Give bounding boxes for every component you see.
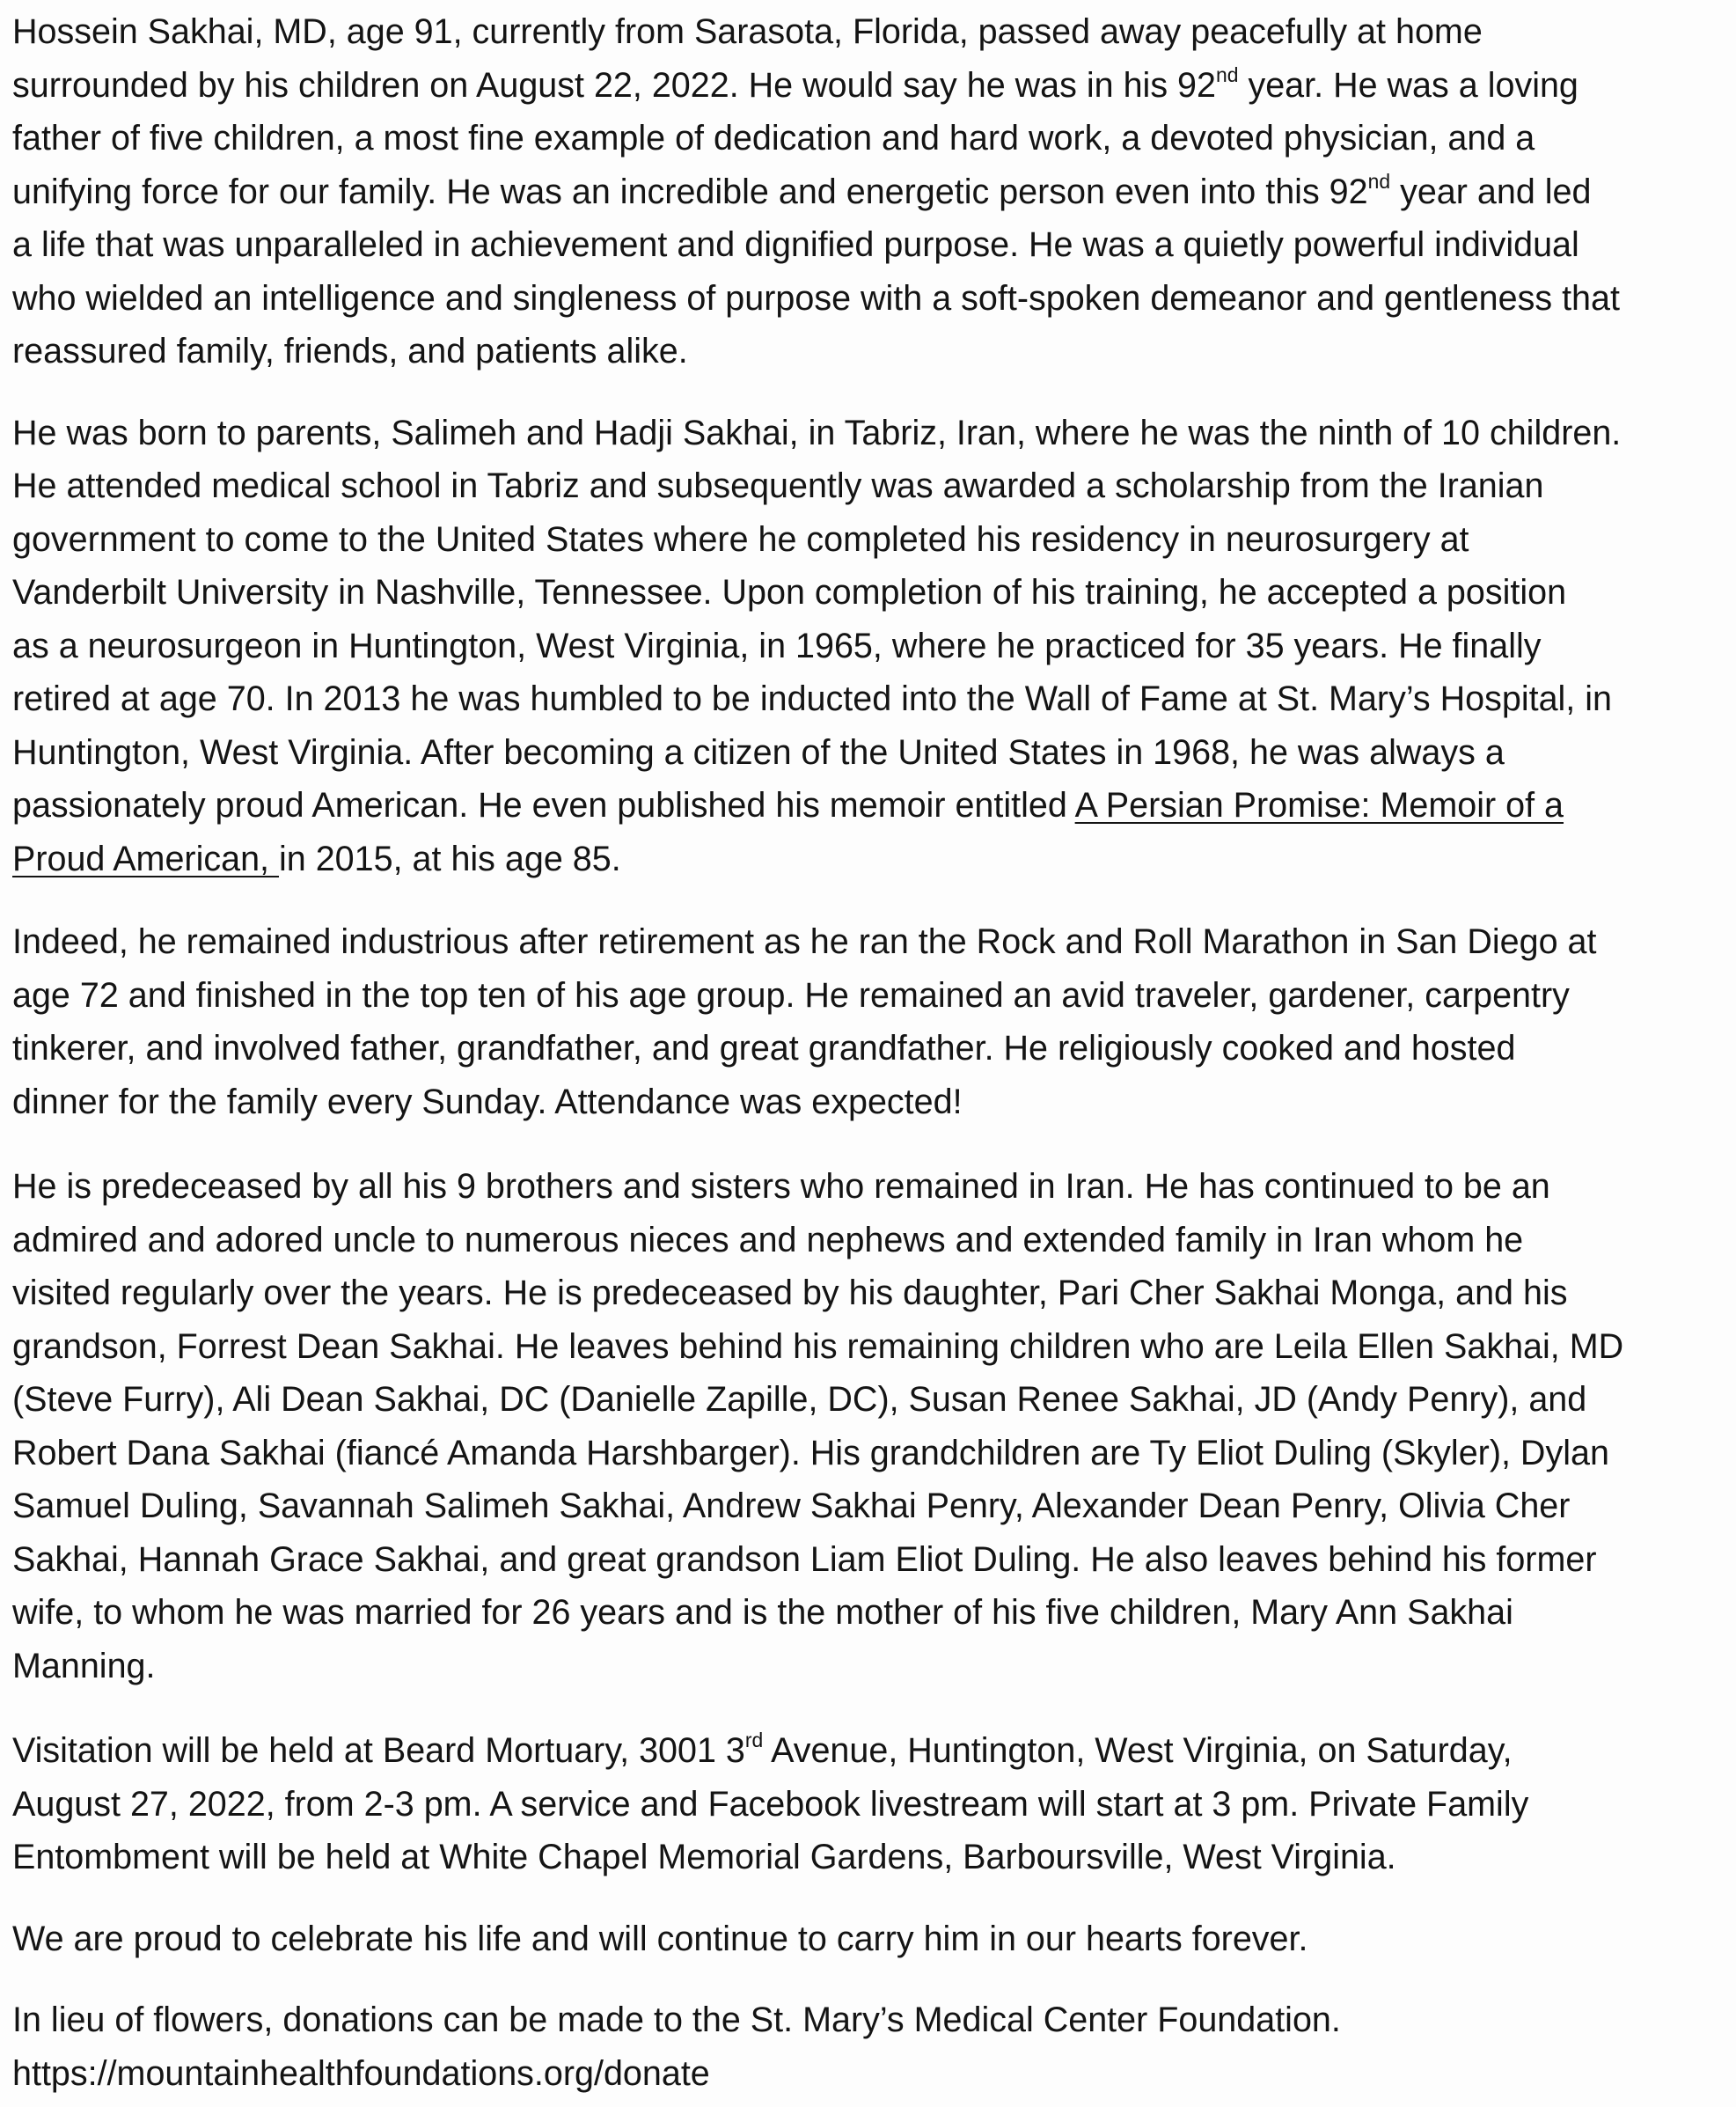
text-line: August 27, 2022, from 2-3 pm. A service and Facebook livestream will start at 3 pm. Private Family <box>12 1784 1529 1824</box>
superscript: nd <box>1216 62 1239 86</box>
text-line <box>12 833 1715 886</box>
text-line: tinkerer, and involved father, grandfather, and great grandfather. He religiously cooked and hosted <box>12 1029 1516 1068</box>
text-line <box>12 59 1715 113</box>
superscript: rd <box>744 1728 764 1751</box>
text-line: wife, to whom he was married for 26 years and is the mother of his five children, Mary Ann Sakhai <box>12 1593 1513 1632</box>
text-line: (Steve Furry), Ali Dean Sakhai, DC (Danielle Zapille, DC), Susan Renee Sakhai, JD (Andy Penry), and <box>12 1380 1587 1419</box>
text-line: He attended medical school in Tabriz and subsequently was awarded a scholarship from the Iranian <box>12 466 1544 505</box>
text-line <box>12 779 1715 833</box>
text-run: year and led <box>1390 172 1592 211</box>
paragraph-visitation <box>12 1724 1715 1884</box>
text-line: grandson, Forrest Dean Sakhai. He leaves behind his remaining children who are Leila Ellen Sakhai, MD <box>12 1326 1624 1366</box>
text-line: dinner for the family every Sunday. Attendance was expected! <box>12 1082 963 1121</box>
text-line: age 72 and finished in the top ten of his age group. He remained an avid traveler, gardener, carpentry <box>12 975 1570 1015</box>
text-line: father of five children, a most fine example of dedication and hard work, a devoted physician, and a <box>12 119 1535 158</box>
text-run: year. He was a loving <box>1238 65 1579 105</box>
text-line: He is predeceased by all his 9 brothers and sisters who remained in Iran. He has continued to be an <box>12 1167 1550 1206</box>
text-line <box>12 165 1715 219</box>
text-run: in 2015, at his age 85. <box>278 839 621 878</box>
text-line: We are proud to celebrate his life and will continue to carry him in our hearts forever. <box>12 1919 1308 1958</box>
memoir-title: Proud American, <box>12 839 279 878</box>
text-run: Avenue, Huntington, West Virginia, on Saturday, <box>763 1731 1513 1770</box>
text-line: Indeed, he remained industrious after retirement as he ran the Rock and Roll Marathon in San Diego at <box>12 922 1597 961</box>
text-line: as a neurosurgeon in Huntington, West Virginia, in 1965, where he practiced for 35 years. He finally <box>12 626 1542 665</box>
text-run: unifying force for our family. He was an incredible and energetic person even into this 92 <box>12 172 1368 211</box>
text-line: admired and adored uncle to numerous nieces and nephews and extended family in Iran whom he <box>12 1220 1524 1259</box>
text-run: surrounded by his children on August 22, 2022. He would say he was in his 92 <box>12 65 1216 105</box>
text-line <box>12 1724 1715 1778</box>
paragraph-retirement <box>12 915 1715 1128</box>
text-line: Robert Dana Sakhai (fiancé Amanda Harshbarger). His grandchildren are Ty Eliot Duling (Skyler), Dylan <box>12 1433 1609 1472</box>
text-run: passionately proud American. He even published his memoir entitled <box>12 786 1075 825</box>
text-line: reassured family, friends, and patients alike. <box>12 332 688 371</box>
paragraph-biography <box>12 407 1715 886</box>
text-line: He was born to parents, Salimeh and Hadji Sakhai, in Tabriz, Iran, where he was the ninth of 10 children. <box>12 413 1622 452</box>
paragraph-celebration <box>12 1912 1715 1966</box>
memoir-title: A Persian Promise: Memoir of a <box>1074 786 1564 825</box>
superscript: nd <box>1367 169 1391 193</box>
text-line: Vanderbilt University in Nashville, Tennessee. Upon completion of his training, he accepted a position <box>12 573 1567 612</box>
text-line: Samuel Duling, Savannah Salimeh Sakhai, Andrew Sakhai Penry, Alexander Dean Penry, Olivia Cher <box>12 1487 1571 1525</box>
text-run: Visitation will be held at Beard Mortuary, 3001 3 <box>12 1731 745 1770</box>
text-line: In lieu of flowers, donations can be made to the St. Mary’s Medical Center Foundation. <box>12 2001 1341 2039</box>
text-line: who wielded an intelligence and singleness of purpose with a soft-spoken demeanor and gentleness that <box>12 278 1620 318</box>
text-line: a life that was unparalleled in achievement and dignified purpose. He was a quietly powerful individual <box>12 225 1579 264</box>
paragraph-family <box>12 1160 1715 1692</box>
text-line: Huntington, West Virginia. After becoming a citizen of the United States in 1968, he was always a <box>12 732 1505 772</box>
paragraph-donations <box>12 1993 1715 2100</box>
donation-url: https://mountainhealthfoundations.org/donate <box>12 2053 710 2093</box>
paragraph-introduction <box>12 5 1715 378</box>
text-line: Hossein Sakhai, MD, age 91, currently from Sarasota, Florida, passed away peacefully at home <box>12 12 1483 51</box>
text-line: Sakhai, Hannah Grace Sakhai, and great grandson Liam Eliot Duling. He also leaves behind his former <box>12 1539 1597 1579</box>
text-line: Entombment will be held at White Chapel Memorial Gardens, Barboursville, West Virginia. <box>12 1838 1396 1876</box>
text-line: government to come to the United States where he completed his residency in neurosurgery at <box>12 519 1469 559</box>
text-line: retired at age 70. In 2013 he was humbled to be inducted into the Wall of Fame at St. Mary’s Hospital, in <box>12 679 1613 718</box>
text-line: Manning. <box>12 1646 156 1685</box>
text-line: visited regularly over the years. He is predeceased by his daughter, Pari Cher Sakhai Monga, and his <box>12 1274 1568 1312</box>
